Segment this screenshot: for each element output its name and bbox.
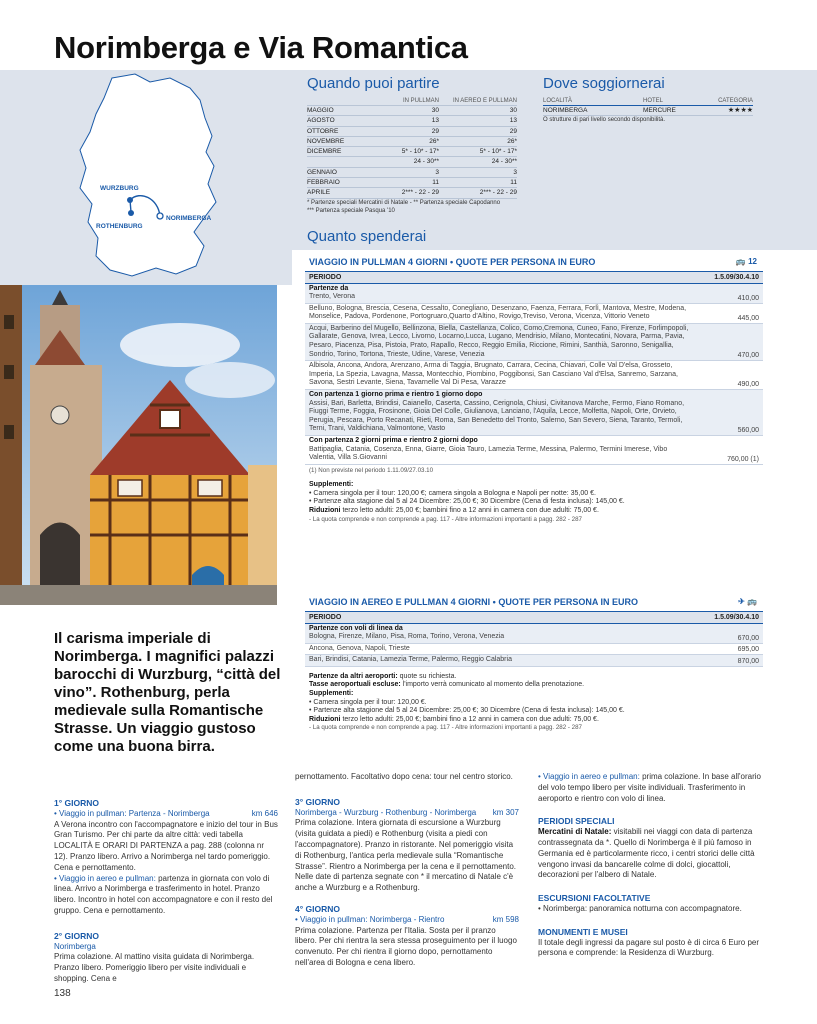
day-4-aereo-text: prima colazione. In base all'orario del volo tempo libero per visite individuali. Trasferimento in aeroporto e rientro con volo di linea. (538, 772, 761, 803)
aereo-other-label: Partenze da altri aeroporti: (309, 672, 398, 680)
departure-row (307, 106, 517, 116)
pullman-footnote: (1) Non previste nel periodo 1.11.09/27.03.10 (309, 466, 434, 474)
pullman-period-label: PERIODO (309, 274, 342, 281)
aereo-period-label: PERIODO (309, 614, 342, 621)
periodi-heading: PERIODI SPECIALI (538, 816, 615, 827)
germany-outline-icon (0, 70, 292, 285)
departure-row (307, 137, 517, 147)
aereo-rid-label: Riduzioni (309, 715, 341, 723)
hotel-name: MERCURE (643, 107, 676, 114)
when-heading: Quando puoi partire (307, 75, 440, 92)
departure-pullman: 3 (435, 168, 439, 176)
stay-heading: Dove soggiornerai (543, 75, 665, 92)
pullman-period-value: 1.5.09/30.4.10 (714, 274, 759, 281)
itinerary-col-1 (54, 792, 278, 985)
intro-text: Il carisma imperiale di Norimberga. I magnifici palazzi barocchi di Wurzburg, “città del vino”. Rothenburg, perla medievale sulla Romantische Strasse. Un viaggio gustoso come una buona birra. (54, 630, 281, 755)
hotel-table (543, 96, 753, 125)
departure-pullman: 30 (431, 107, 439, 114)
departure-row (307, 178, 517, 188)
day-3-text: Prima colazione. Intera giornata di escursione a Wurzburg (visita guidata a piedi) e Rothenburg (visita a piedi con l'accompagnatore). Pranzo in ristorante. Nel pomeriggio visita di Rothenburg, l'antica perla medievale sulla “Romantische Strasse”. Rientro a Norimberga per la cena e il pernottamento. Nelle date di partenza segnate con * il mercatino di Natale c'è anche a Wurzburg e a Rothenburg. (295, 818, 516, 893)
rothenburg-photo (0, 285, 277, 605)
aereo-supp-2: • Partenze alta stagione dal 5 al 24 Dicembre: 25,00 €; 30 Dicembre (Cena di festa inclusa): 145,00 €. (309, 707, 625, 715)
bus-icon: 🚌 12 (735, 257, 757, 266)
day-4-pullman-label: • Viaggio in pullman: Norimberga - Rientro (295, 914, 445, 924)
pullman-rid-text: terzo letto adulti: 25,00 €; bambini fino a 12 anni in camera con due adulti: 75,00 €. (342, 507, 599, 515)
aereo-other-text: quote su richiesta. (399, 672, 457, 680)
price-value: 470,00 (737, 352, 759, 360)
departure-month: APRILE (307, 189, 331, 197)
page-title: Norimberga e Via Romantica (54, 30, 468, 65)
pullman-supp-1: • Camera singola per il tour: 120,00 €; camera singola a Bologna e Napoli per notte: 35,00 €. (309, 489, 596, 497)
departure-aereo: 11 (510, 179, 517, 187)
aereo-rid-text: terzo letto adulti: 25,00 €; bambini fino a 12 anni in camera con due adulti: 75,00 €. (342, 715, 599, 723)
price-value: 490,00 (737, 380, 759, 388)
departure-aereo: 13 (509, 117, 517, 125)
departure-pullman: 11 (432, 179, 439, 187)
departure-month: GENNAIO (307, 168, 337, 176)
map-label-norimberga: NORIMBERGA (166, 215, 212, 222)
departure-row (307, 147, 517, 157)
price-value: 670,00 (737, 634, 759, 642)
price-value: 410,00 (737, 294, 759, 302)
aereo-panel-title: VIAGGIO IN AEREO E PULLMAN 4 GIORNI • QUOTE PER PERSONA IN EURO (309, 597, 639, 607)
pullman-supp-2: • Partenze alta stagione dal 5 al 24 Dicembre: 25,00 €; 30 Dicembre (Cena di festa inclusa): 145,00 €. (309, 498, 625, 506)
price-row (305, 324, 763, 361)
departure-cities: Belluno, Bologna, Brescia, Cesena, Cessalto, Conegliano, Desenzano, Faenza, Ferrara, Forlì, Mantova, Mestre, Modena, Monselice, Padova, Pordenone, Portogruaro,Quarto d'Altino, Rovigo,Treviso, Verona, Vicenza, Vittorio Veneto (309, 304, 687, 321)
departure-pullman: 29 (431, 127, 439, 135)
price-value: 695,00 (737, 646, 759, 654)
day-1-heading: 1° GIORNO (54, 798, 99, 808)
price-row (305, 361, 763, 390)
periodi-text: visitabili nei viaggi con data di partenza contrassegnata da *. Quello di Norimberga è il più famoso in Germania ed è particolarmente ricco, i centri storici delle città vengono invasi da bancarelle colme di dolci, giocattoli, decorazioni per l'albero di Natale. (538, 827, 755, 880)
departure-row (307, 188, 517, 198)
day-1-pullman-text: A Verona incontro con l'accompagnatore e inizio del tour in Bus Gran Turismo. Per chi parte da altre città: vedi tabella LOCALITÀ E ORARI DI PARTENZA a pag. 288 (colonna nr 12). Pranzo libero. Arrivo a Norimberga nel tardo pomeriggio. Cena e pernottamento. (54, 819, 278, 872)
aereo-tax-label: Tasse aeroportuali escluse: (309, 681, 401, 689)
departure-month: AGOSTO (307, 117, 335, 125)
germany-map (0, 70, 292, 285)
col-header-pullman: IN PULLMAN (402, 98, 439, 104)
map-label-wurzburg: WURZBURG (100, 185, 139, 192)
pullman-panel-title: VIAGGIO IN PULLMAN 4 GIORNI • QUOTE PER PERSONA IN EURO (309, 257, 596, 267)
day-4-text: Prima colazione. Partenza per l'Italia. Sosta per il pranzo libero. Per chi rientra la sera stessa proseguimento per il luogo convenuto. Per chi rientra il giorno dopo, pernottamento nell'area di Bologna e cena libero. (295, 925, 517, 967)
hotel-location: NORIMBERGA (543, 107, 588, 114)
aereo-period-value: 1.5.09/30.4.10 (714, 614, 759, 621)
price-row (305, 390, 763, 436)
day-4-heading: 4° GIORNO (295, 903, 340, 914)
periodi-label: Mercatini di Natale: (538, 827, 612, 837)
departure-cities: Battipaglia, Catania, Cosenza, Enna, Giarre, Gioia Tauro, Lamezia Terme, Messina, Palermo, Termini Imerese, Vibo Valentia, Villa S.Giovanni (309, 445, 668, 462)
departure-pullman: 24 - 30** (413, 158, 439, 166)
departure-cities: Albisola, Ancona, Andora, Arenzano, Arma di Taggia, Brugnato, Carrara, Cecina, Chiavari, Colle Val D'elsa, Grosseto, Imperia, La Spezia, Lavagna, Massa, Montecchio, Piombino, Poggibonsi, San Casciano Val d'Elsa, Sanremo, Sarzana, Savona, Sestri Levante, Siena, Tavarnelle Val Di Pesa, Varazze (309, 362, 678, 387)
departure-cities: Acqui, Barberino del Mugello, Bellinzona, Biella, Castellanza, Colico, Como,Cremona, Cuneo, Fano, Firenze, Forlimpopoli, Gallarate, Genova, Ivrea, Lecco, Livorno, Locarno,Lucca, Lugano, Mendrisio, Milano, Montecatini, Novara, Parma, Pavia, Pesaro, Piacenza, Pisa, Pistoia, Prato, Rapallo, Recco, Reggio Emilia, Riccione, Rimini, Santhià, Saronno, Senigallia, Sondrio, Torino, Tortona, Trieste, Udine, Varese, Venezia (309, 324, 689, 358)
price-value: 560,00 (737, 426, 759, 434)
departure-month: DICEMBRE (307, 148, 342, 156)
price-row (305, 655, 763, 667)
day-2-sub: Norimberga (54, 941, 96, 951)
escursioni-text: • Norimberga: panoramica notturna con accompagnatore. (538, 903, 742, 913)
price-value: 760,00 (1) (727, 455, 759, 463)
departure-aereo: 26* (507, 137, 517, 145)
departures-notes (307, 200, 527, 215)
aereo-supplements (305, 671, 763, 735)
day-3-heading: 3° GIORNO (295, 796, 340, 807)
departure-pullman: 5* - 10* - 17* (401, 148, 439, 156)
departure-condition: Con partenza 2 giorni prima e rientro 2 giorni dopo (309, 436, 478, 444)
pullman-supplements (305, 465, 763, 527)
departure-aereo: 3 (513, 168, 517, 176)
pullman-price-panel (305, 252, 763, 526)
monumenti-text: Il totale degli ingressi da pagare sul posto è di circa 6 Euro per persona e comprende: la Residenza di Wurzburg. (538, 937, 760, 958)
escursioni-heading: ESCURSIONI FACOLTATIVE (538, 893, 651, 904)
col-header-aereo: IN AEREO E PULLMAN (452, 98, 517, 104)
day-1-aereo-label: • Viaggio in aereo e pullman: (54, 873, 156, 883)
day-4-km: km 598 (492, 914, 519, 924)
col-header-hotel: HOTEL (643, 98, 664, 104)
departure-pullman: 26* (429, 137, 439, 145)
departure-row (307, 157, 517, 167)
pullman-quota-note: - La quota comprende e non comprende a pag. 117 - Altre informazioni importanti a pagg. 282 - 287 (309, 515, 582, 523)
price-row (305, 436, 763, 465)
departure-cities: Assisi, Bari, Barletta, Brindisi, Caianello, Caserta, Cassino, Cerignola, Chiusi, Civitanova Marche, Fermo, Fiano Romano, Fiuggi Terme, Foggia, Frosinone, Gioia Del Colle, Giulianova, Lanciano, l'Aquila, Lecce, Molfetta, Napoli, Orte, Orvieto, Perugia, Pescara, Porto Recanati, Rieti, Roma, San Benedetto del Tronto, Salerno, San Severo, Siena, Taranto, Termoli, Terni, Trani, Valdichiana, Valmontone, Vasto (309, 399, 685, 433)
day-4-aereo-label: • Viaggio in aereo e pullman: (538, 772, 640, 781)
price-row (305, 644, 763, 656)
departure-pullman: 13 (431, 117, 439, 125)
spend-heading: Quanto spenderai (307, 228, 427, 245)
departure-aereo: 2*** - 22 - 29 (479, 189, 517, 197)
price-row (305, 304, 763, 324)
departure-month: NOVEMBRE (307, 137, 345, 145)
itinerary-col-3 (538, 772, 763, 959)
col-header-localita: LOCALITÀ (543, 98, 573, 104)
day-1-km: km 646 (251, 808, 278, 818)
pullman-from-label: Partenze da (309, 285, 349, 292)
column-number-badge: 12 (748, 257, 757, 266)
hotel-note: O strutture di pari livello secondo disponibilità. (543, 117, 666, 124)
departure-aereo: 29 (509, 127, 517, 135)
departure-cities: Trento, Verona (309, 293, 356, 300)
day-3-sub: Norimberga - Wurzburg - Rothenburg - Norimberga (295, 807, 477, 817)
aereo-price-panel (305, 592, 763, 735)
aereo-tax-text: l'importo verrà comunicato al momento della prenotazione. (402, 681, 585, 689)
departures-note-2: *** Partenza speciale Pasqua '10 (307, 207, 395, 214)
departure-month: FEBBRAIO (307, 179, 340, 187)
departure-pullman: 2*** - 22 - 29 (401, 189, 439, 197)
price-value: 870,00 (737, 657, 759, 665)
departure-cities: Bologna, Firenze, Milano, Pisa, Roma, Torino, Verona, Venezia (309, 633, 505, 640)
departure-month: OTTOBRE (307, 127, 339, 135)
monumenti-heading: MONUMENTI E MUSEI (538, 926, 628, 937)
pullman-supp-title: Supplementi: (309, 481, 354, 489)
departure-condition: Con partenza 1 giorno prima e rientro 1 giorno dopo (309, 390, 483, 398)
itinerary-col-2 (295, 772, 519, 969)
aereo-sub-label: Partenze con voli di linea da (309, 625, 403, 632)
day-2-continued: pernottamento. Facoltativo dopo cena: tour nel centro storico. (295, 772, 513, 781)
departure-row (307, 127, 517, 137)
price-row (305, 292, 763, 304)
price-value: 445,00 (737, 314, 759, 322)
day-1-aereo-text: partenza in giornata con volo di linea. Arrivo a Norimberga e trasferimento in hotel. Pranzo libero. Incontro in hotel con accompagnatore e con il resto del gruppo. Cena e pernottamento. (54, 873, 273, 915)
departure-month (307, 157, 389, 166)
pullman-rid-label: Riduzioni (309, 507, 341, 515)
hotel-stars: ★★★★ (727, 107, 753, 114)
departure-aereo: 24 - 30** (491, 158, 517, 166)
departure-row (307, 116, 517, 126)
day-2-text: Prima colazione. Al mattino visita guidata di Norimberga. Pranzo libero. Pomeriggio libero per visite individuali e shopping. Cena e (54, 952, 255, 983)
departures-table (307, 96, 517, 199)
departures-note-1: * Partenze speciali Mercatini di Natale - ** Partenza speciale Capodanno (307, 200, 501, 206)
map-label-rothenburg: ROTHENBURG (96, 223, 143, 230)
day-3-km: km 307 (492, 807, 519, 817)
col-header-categoria: CATEGORIA (718, 98, 753, 104)
departure-month: MAGGIO (307, 107, 334, 114)
page-number: 138 (54, 988, 71, 999)
day-2-heading: 2° GIORNO (54, 930, 99, 941)
aereo-quota-note: - La quota comprende e non comprende a pag. 117 - Altre informazioni importanti a pagg. 282 - 287 (309, 724, 582, 732)
aereo-supp-1: • Camera singola per il tour: 120,00 €. (309, 698, 427, 706)
price-row (305, 632, 763, 644)
departure-row (307, 168, 517, 178)
day-1-pullman-label: • Viaggio in pullman: Partenza - Norimberga (54, 808, 210, 818)
departure-cities: Bari, Brindisi, Catania, Lamezia Terme, Palermo, Reggio Calabria (309, 656, 512, 664)
plane-bus-icon: ✈ 🚌 (738, 597, 757, 606)
aereo-supp-title: Supplementi: (309, 689, 354, 697)
departure-aereo: 5* - 10* - 17* (479, 148, 517, 156)
departure-cities: Ancona, Genova, Napoli, Trieste (309, 644, 410, 652)
departure-aereo: 30 (509, 107, 517, 114)
